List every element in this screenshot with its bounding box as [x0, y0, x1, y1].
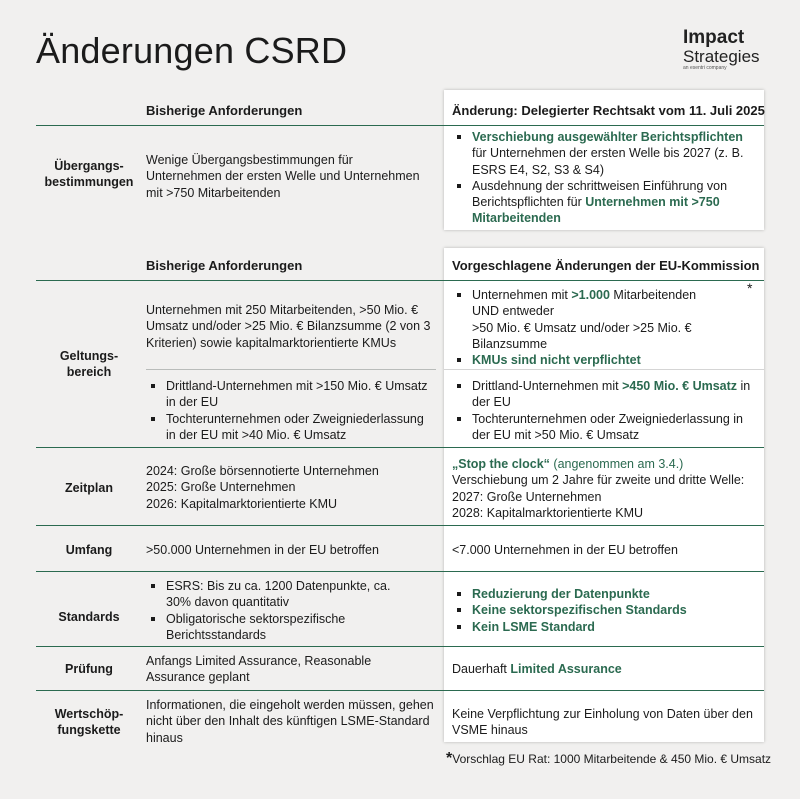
zeitplan-new — [452, 456, 757, 521]
zeitplan-old-3: 2026: Kapitalmarktorientierte KMU — [146, 496, 338, 511]
header-vorgeschlagen: Vorgeschlagene Änderungen der EU-Kommission — [452, 258, 760, 273]
geltung-old-item-1: Drittland-Unternehmen mit >150 Mio. € Umsatz in der EU — [146, 378, 436, 411]
zeitplan-new-3: 2027: Große Unternehmen — [452, 489, 602, 504]
umfang-old: >50.000 Unternehmen in der EU betroffen — [146, 543, 379, 557]
label-umfang: Umfang — [65, 543, 113, 557]
geltung-old-divider — [146, 369, 436, 370]
header-divider-1 — [36, 125, 764, 126]
label-wertschoepfung: Wertschöp- fungskette — [54, 707, 124, 738]
geltung-new-item-2: KMUs sind nicht verpflichtet — [452, 352, 752, 368]
uebergang-new-item-1: Verschiebung ausgewählter Berichtspflichten für Unternehmen der ersten Welle bis 2027 (z. B. ESRS E4, S2, S3 & S4) — [452, 129, 757, 178]
standards-new-item-1: Reduzierung der Datenpunkte — [452, 586, 757, 602]
label-pruefung: Prüfung — [65, 662, 113, 676]
row-divider-pruefung — [36, 690, 764, 691]
row-divider-standards — [36, 646, 764, 647]
row-divider-zeitplan — [36, 525, 764, 526]
page-title: Änderungen CSRD — [36, 30, 348, 71]
zeitplan-old-1: 2024: Große börsennotierte Unternehmen — [146, 464, 379, 478]
zeitplan-old — [146, 463, 436, 512]
logo-line2: Strategies — [683, 47, 760, 66]
footnote — [446, 750, 771, 768]
label-zeitplan: Zeitplan — [65, 481, 113, 495]
standards-new-item-2: Keine sektorspezifischen Standards — [452, 602, 757, 618]
footnote-text: Vorschlag EU Rat: 1000 Mitarbeitende & 450 Mio. € Umsatz — [452, 752, 772, 766]
geltung-new-item-3: Drittland-Unternehmen mit >450 Mio. € Umsatz in der EU — [452, 378, 757, 411]
geltung-old-item-2: Tochterunternehmen oder Zweigniederlassung in der EU mit >40 Mio. € Umsatz — [146, 411, 436, 444]
company-logo — [683, 28, 760, 71]
label-geltung: Geltungs- bereich — [59, 349, 119, 380]
row-divider-geltung — [36, 447, 764, 448]
geltung-old-2 — [146, 378, 436, 443]
logo-tagline: an esentri company — [683, 65, 727, 71]
umfang-new: <7.000 Unternehmen in der EU betroffen — [452, 543, 678, 557]
wert-old: Informationen, die eingeholt werden müssen, gehen nicht über den Inhalt des künftigen LSME-Standard hinaus — [146, 698, 434, 745]
header-aenderung: Änderung: Delegierter Rechtsakt vom 11. Juli 2025 — [452, 103, 765, 118]
uebergang-new — [452, 129, 757, 227]
zeitplan-new-1: „Stop the clock“ (angenommen am 3.4.) — [452, 457, 684, 471]
zeitplan-old-2: 2025: Große Unternehmen — [146, 480, 296, 495]
pruefung-old: Anfangs Limited Assurance, Reasonable Assurance geplant — [146, 654, 372, 685]
footnote-star: * — [446, 750, 453, 767]
wert-new: Keine Verpflichtung zur Einholung von Daten über den VSME hinaus — [452, 707, 753, 738]
logo-line1: Impact — [683, 27, 745, 48]
header-bisherige-2: Bisherige Anforderungen — [146, 258, 303, 273]
geltung-new-item-1: Unternehmen mit >1.000 Mitarbeitenden UND entweder >50 Mio. € Umsatz und/oder >25 Mio. € Bilanzsumme — [452, 287, 752, 352]
standards-old — [146, 578, 416, 643]
geltung-new-2 — [452, 378, 757, 443]
geltung-new-divider — [444, 369, 764, 370]
uebergang-old: Wenige Übergangsbestimmungen für Unternehmen der ersten Welle und Unternehmen mit >750 Mitarbeitenden — [146, 153, 420, 200]
standards-new-item-3: Kein LSME Standard — [452, 619, 757, 635]
zeitplan-new-2: Verschiebung um 2 Jahre für zweite und dritte Welle: — [452, 473, 745, 488]
row-divider-umfang — [36, 571, 764, 572]
header-divider-2 — [36, 280, 764, 281]
standards-old-item-1: ESRS: Bis zu ca. 1200 Datenpunkte, ca. 30% davon quantitativ — [146, 578, 416, 611]
geltung-new-item-4: Tochterunternehmen oder Zweigniederlassung in der EU mit >50 Mio. € Umsatz — [452, 411, 757, 444]
geltung-old-1: Unternehmen mit 250 Mitarbeitenden, >50 Mio. € Umsatz und/oder >25 Mio. € Bilanzsumme (2 von 3 Kriterien) sowie kapitalmarktorientierte KMUs — [146, 303, 431, 350]
header-bisherige-1: Bisherige Anforderungen — [146, 103, 303, 118]
label-standards: Standards — [58, 610, 120, 624]
label-uebergang: Übergangs- bestimmungen — [44, 159, 134, 190]
geltung-star: * — [747, 280, 753, 296]
zeitplan-new-4: 2028: Kapitalmarktorientierte KMU — [452, 505, 644, 520]
geltung-new-1 — [452, 287, 752, 368]
pruefung-new: Dauerhaft Limited Assurance — [452, 662, 622, 676]
uebergang-new-item-2: Ausdehnung der schrittweisen Einführung von Berichtspflichten für Unternehmen mit >750 Mitarbeitenden — [452, 178, 757, 227]
standards-old-item-2: Obligatorische sektorspezifische Berichtsstandards — [146, 611, 416, 644]
standards-new — [452, 586, 757, 635]
